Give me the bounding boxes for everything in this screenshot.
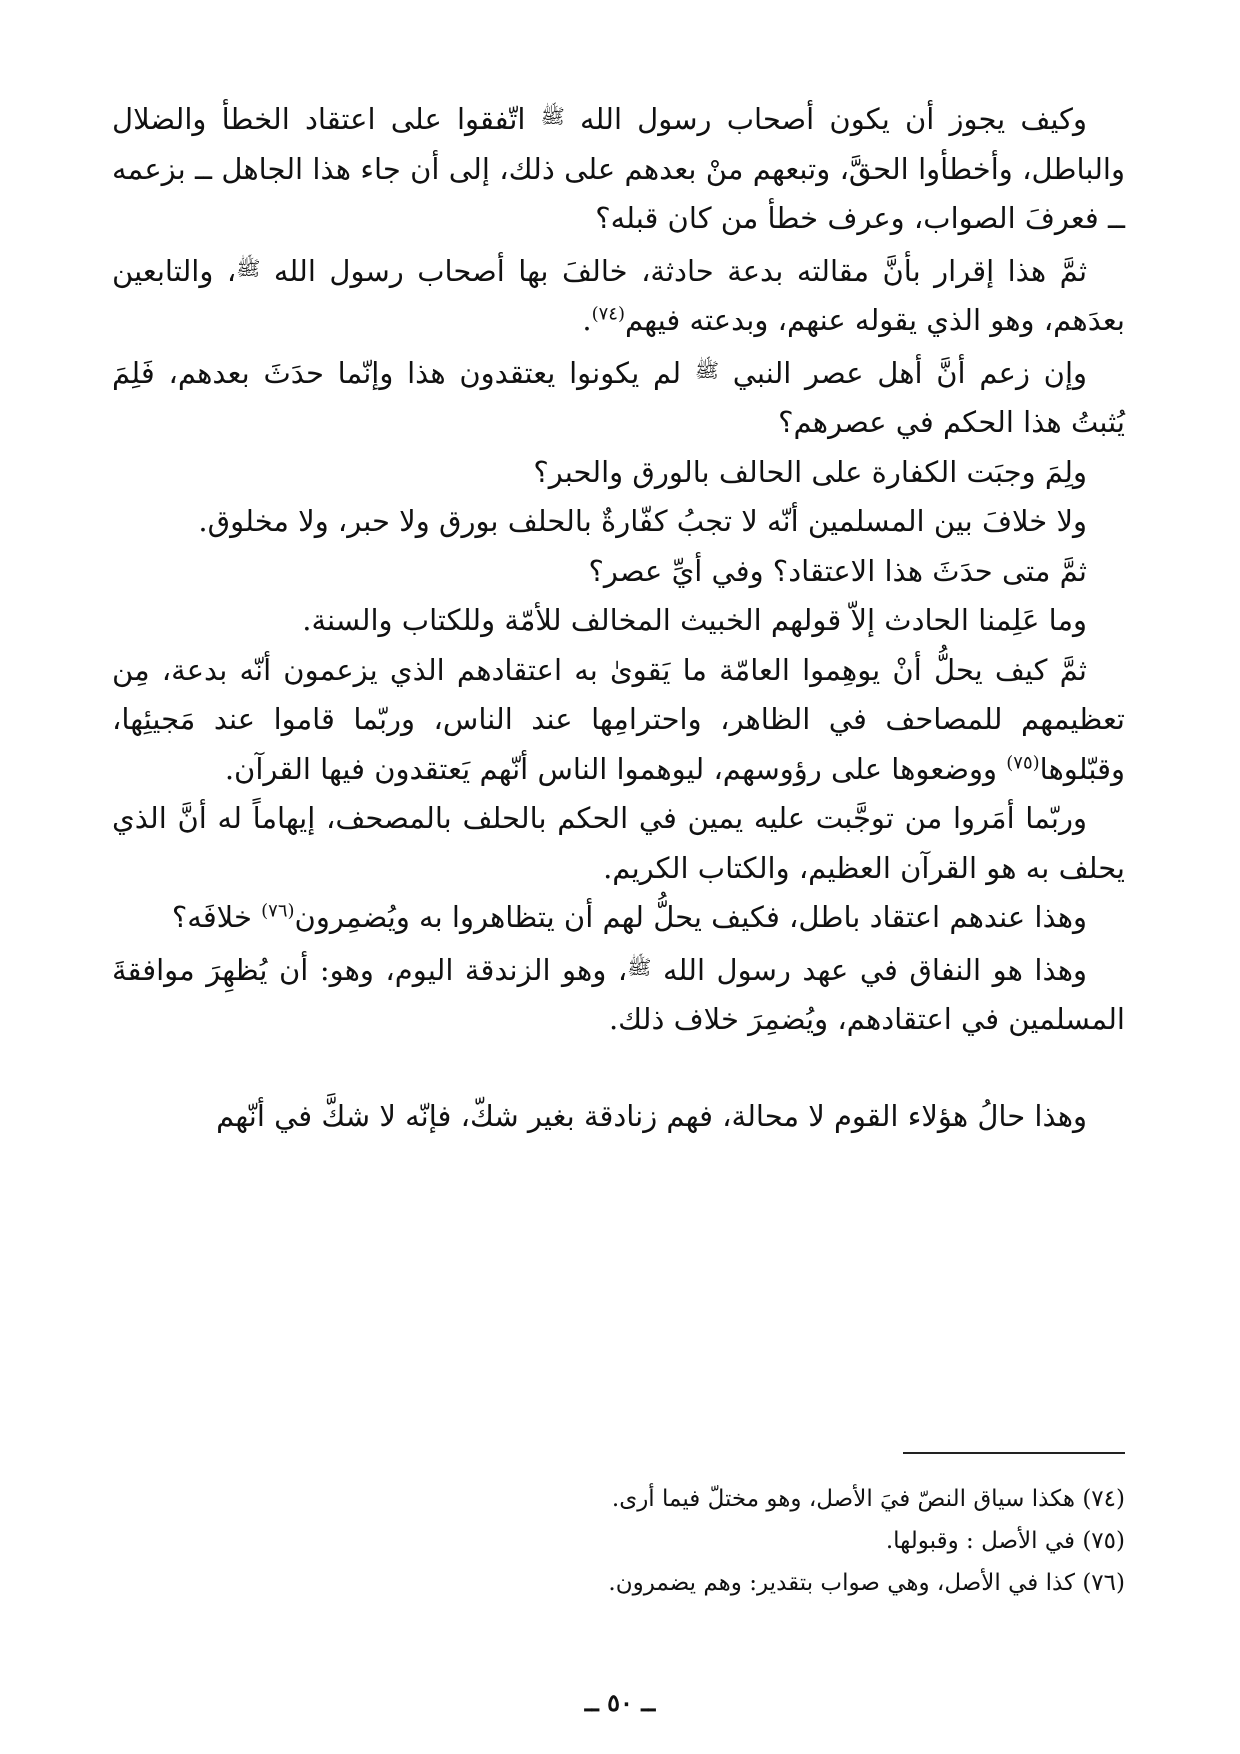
footnotes	[112, 1478, 1125, 1604]
paragraph-9: وربّما أمَروا من توجَّبت عليه يمين في الحكم بالحلف بالمصحف، إيهاماً له أنَّ الذي يحلف به هو القرآن العظيم، والكتاب الكريم.	[112, 801, 1125, 885]
paragraph-6: ثمَّ متى حدَثَ هذا الاعتقاد؟ وفي أيِّ عصر؟	[588, 553, 1087, 588]
salawat-ligature: ﷺ	[236, 255, 261, 280]
footnote-ref-76[interactable]: (٧٦)	[261, 900, 295, 922]
paragraph-2	[112, 244, 1125, 346]
footnote-text: كذا في الأصل، وهي صواب بتقدير: وهم يضمرون.	[608, 1570, 1075, 1596]
paragraph-3	[112, 346, 1125, 448]
paragraph-text: ، وهو الزندقة اليوم، وهو: أن يُظهِرَ موافقةَ المسلمين في اعتقادهم، ويُضمِرَ خلاف ذلك.	[112, 952, 1125, 1036]
footnote-number: (٧٥)	[1082, 1528, 1125, 1554]
paragraph-text: لم يكونوا يعتقدون هذا وإنّما حدَثَ بعدهم، فَلِمَ يُثبتُ هذا الحكم في عصرهم؟	[112, 355, 1125, 439]
footnote-number: (٧٤)	[1082, 1486, 1125, 1512]
paragraph-10	[112, 893, 1125, 943]
paragraph-1	[112, 92, 1125, 244]
footnote-text: في الأصل : وقبولها.	[885, 1528, 1075, 1554]
footnote-separator	[903, 1452, 1125, 1454]
paragraph-text: ووضعوها على رؤوسهم، ليوهموا الناس أنّهم يَعتقدون فيها القرآن.	[224, 751, 998, 786]
paragraph-text: وهذا هو النفاق في عهد رسول الله	[662, 952, 1088, 987]
footnote-text: هكذا سياق النصّ فيَ الأصل، وهو مختلّ فيما أرى.	[611, 1486, 1075, 1512]
paragraph-text: وإن زعم أنَّ أهل عصر النبي	[732, 355, 1088, 390]
body-text	[112, 92, 1125, 1141]
salawat-ligature: ﷺ	[627, 954, 652, 979]
footnote-75	[112, 1520, 1125, 1562]
paragraph-text: وكيف يجوز أن يكون أصحاب رسول الله	[579, 102, 1087, 136]
footnote-74	[112, 1478, 1125, 1520]
paragraph-text: ثمَّ هذا إقرار بأنَّ مقالته بدعة حادثة، خالفَ بها أصحاب رسول الله	[273, 253, 1088, 288]
page-number: ــ ٥٠ ــ	[584, 1688, 656, 1717]
footnote-number: (٧٦)	[1082, 1570, 1125, 1596]
footnote-76	[112, 1562, 1125, 1604]
footnote-ref-74[interactable]: (٧٤)	[591, 303, 625, 325]
paragraph-8	[112, 646, 1125, 795]
paragraph-text: .	[582, 303, 592, 337]
paragraph-5: ولا خلافَ بين المسلمين أنّه لا تجبُ كفّارةٌ بالحلف بورق ولا حبر، ولا مخلوق.	[198, 504, 1087, 538]
salawat-ligature: ﷺ	[694, 357, 720, 382]
salawat-ligature: ﷺ	[540, 104, 565, 128]
paragraph-text: ثمَّ كيف يحلُّ أنْ يوهِموا العامّة ما يَقوىٰ به اعتقادهم الذي يزعمون أنّه بدعة، مِن تعظيمهم للمصاحف في الظاهر، واحترامِها عند الناس، وربّما قاموا عند مَجيئِها، وقبّلوها	[112, 652, 1125, 786]
paragraph-4: ولِمَ وجبَت الكفارة على الحالف بالورق والحبر؟	[533, 454, 1087, 489]
paragraph-7: وما عَلِمنا الحادث إلاّ قولهم الخبيث المخالف للأمّة وللكتاب والسنة.	[302, 603, 1087, 637]
paragraph-text: خلافَه؟	[171, 900, 252, 934]
paragraph-12: وهذا حالُ هؤلاء القوم لا محالة، فهم زنادقة بغير شكّ، فإنّه لا شكَّ في أنّهم	[216, 1098, 1087, 1133]
paragraph-text: ، والتابعين بعدَهم، وهو الذي يقوله عنهم، وبدعته فيهم	[112, 253, 1125, 337]
paragraph-11	[112, 943, 1125, 1045]
footnote-ref-75[interactable]: (٧٥)	[1006, 751, 1040, 773]
paragraph-text: اتّفقوا على اعتقاد الخطأ والضلال والباطل، وأخطأوا الحقَّ، وتبعهم منْ بعدهم على ذلك، إلى أن جاء هذا الجاهل ــ بزعمه ــ فعرفَ الصواب، وعرف خطأ من كان قبله؟	[112, 102, 1125, 235]
paragraph-text: وهذا عندهم اعتقاد باطل، فكيف يحلُّ لهم أن يتظاهروا به ويُضمِرون	[294, 900, 1087, 934]
